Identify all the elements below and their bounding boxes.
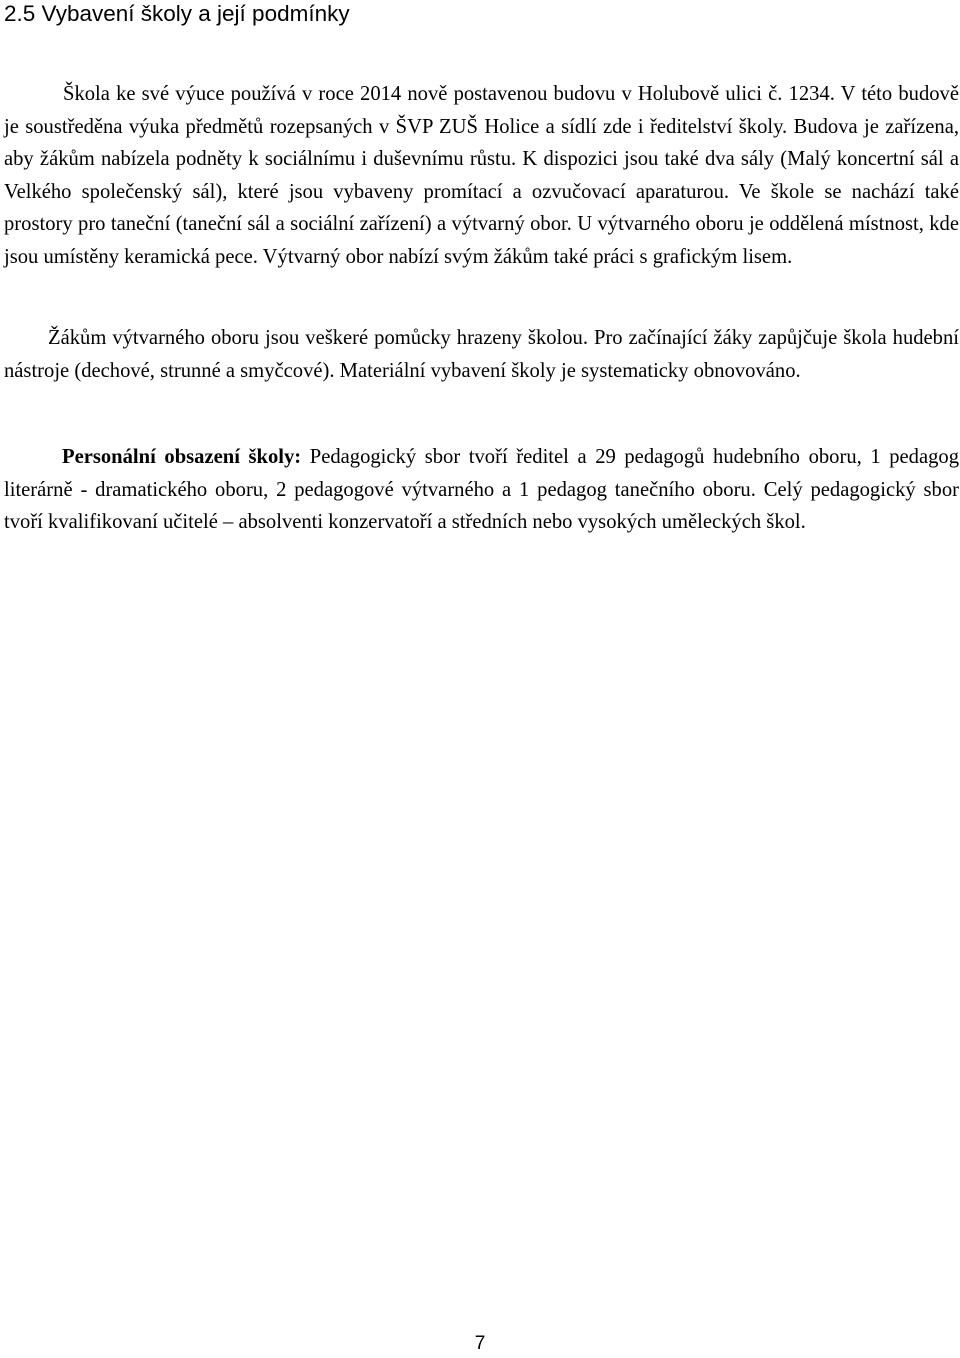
page-number: 7 [474,1333,486,1354]
section-heading: 2.5 Vybavení školy a její podmínky [4,1,350,26]
paragraph-staff [4,441,959,539]
staff-label: Personální obsazení školy: [62,446,302,468]
paragraph-building: Škola ke své výuce používá v roce 2014 nově postavenou budovu v Holubově ulici č. 1234. V této budově je soustředěna výuka předmětů rozepsaných v ŠVP ZUŠ Holice a sídlí zde i ředitelství školy. Budova je zařízena, aby žákům nabízela podněty k sociálnímu i duševnímu růstu. K dispozici jsou také dva sály (Malý koncertní sál a Velkého společenský sál), které jsou vybaveny promítací a ozvučovací aparaturou. Ve škole se nachází také prostory pro taneční (taneční sál a sociální zařízení) a výtvarný obor. U výtvarného oboru je oddělená místnost, kde jsou umístěny keramická pece. Výtvarný obor nabízí svým žákům také práci s grafickým lisem. [4,83,959,268]
staff-text: Pedagogický sbor tvoří ředitel a 29 pedagogů hudebního oboru, 1 pedagog literárně - dramatického oboru, 2 pedagogové výtvarného a 1 pedagog tanečního oboru. Celý pedagogický sbor tvoří kvalifikovaní učitelé – absolventi konzervatoří a středních nebo vysokých uměleckých škol. [4,446,960,533]
paragraph-equipment: Žákům výtvarného oboru jsou veškeré pomůcky hrazeny školou. Pro začínající žáky zapůjčuje škola hudební nástroje (dechové, strunné a smyčcové). Materiální vybavení školy je systematicky obnovováno. [4,327,959,382]
